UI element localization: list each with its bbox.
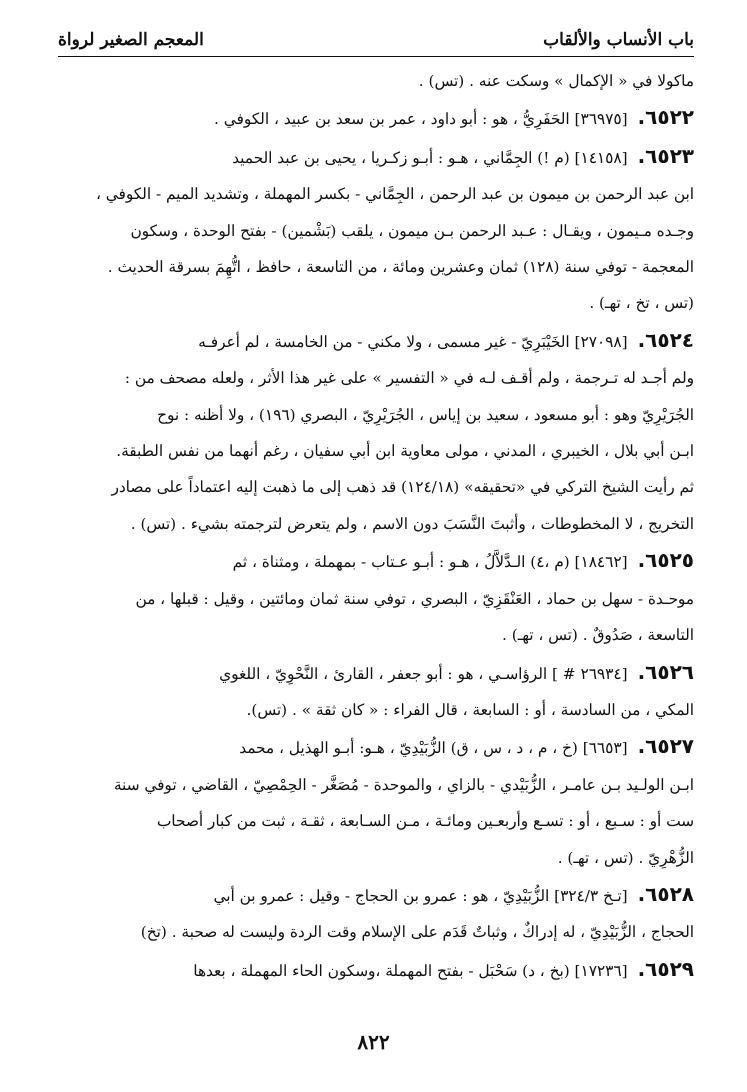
text-line [58, 469, 694, 505]
running-header [58, 26, 694, 50]
text-line [58, 728, 694, 766]
text-line [58, 506, 694, 542]
line-text: المعجمة - توفي سنة (١٢٨) ثمان وعشرين ومائة ، من التاسعة ، حافظ ، اتُّهِمَ بسرقة الحديث . [107, 258, 694, 277]
line-text: [تـخ ٣٢٤/٣] الزُّبَيْدِيّ ، هو : عمرو بن الحجاج - وقيل : عمرو بن أبي [213, 886, 628, 905]
entry-number: ٦٥٢٢. [637, 105, 694, 130]
line-text: [١٧٢٣٦] (بخ ، د) سَحْبَل - بفتح المهملة ،وسكون الحاء المهملة ، بعدها [193, 961, 628, 980]
line-text: موحـدة - سهل بن حماد ، العَنْقَزِيّ ، البصري ، توفي سنة ثمان ومائتين ، وقيل : قبلها ، من [135, 589, 694, 608]
text-line [58, 138, 694, 176]
text-line [58, 249, 694, 285]
text-line [58, 692, 694, 728]
page-number: ٨٢٢ [357, 1030, 390, 1054]
line-text: وجـده مـيمون ، ويقـال : عـبد الرحمن بـن ميمون ، يلقب (بَشْمين) - بفتح الوحدة ، وسكون [130, 221, 694, 240]
text-line [58, 542, 694, 580]
book-title: المعجم الصغير لرواة [58, 30, 204, 50]
entry-number: ٦٥٢٤. [637, 327, 694, 352]
text-line [58, 581, 694, 617]
text-body [58, 63, 694, 989]
line-text: ابـن أبي بلال ، الخيبري ، المدني ، مولى معاوية ابن أبي سفيان ، رغم أنهما من نفس الطبقة. [116, 442, 694, 461]
text-line [58, 803, 694, 839]
text-line [58, 397, 694, 433]
line-text: [٦٦٥٣] (خ ، م ، د ، س ، ق) الزُّبَيْدِيّ ، هـو: أبـو الهذيل ، محمد [239, 739, 628, 758]
line-text: [٢٦٩٣٤ # ] الرؤاسـي ، هو : أبو جعفر ، القارئ ، النَّحْوِيّ ، اللغوي [219, 664, 628, 683]
header-rule [58, 56, 694, 57]
text-line [58, 914, 694, 950]
line-text: الحجاج ، الزُّبَيْدِيّ ، له إدراكٌ ، وثباتٌ قَدَم على الإسلام وقت الردة وليست له صحبة . (تخ) [140, 923, 694, 942]
text-line [58, 285, 694, 321]
line-text: (تس ، تخ ، تهـ) . [589, 294, 694, 313]
entry-number: ٦٥٢٨. [637, 881, 694, 906]
entry-number: ٦٥٢٥. [637, 548, 694, 573]
text-line [58, 767, 694, 803]
text-line [58, 617, 694, 653]
line-text: ست أو : سـبع ، أو : تسـع وأربعـين ومائـة ، مـن السـابعة ، ثقـة ، ثبت من كبار أصحاب [156, 812, 694, 831]
line-text: [٢٧٠٩٨] الخَيْبَرِيّ - غير مسمى ، ولا مكني - من الخامسة ، لم أعرفـه [198, 332, 628, 351]
line-text: التخريج ، لا المخطوطات ، وأثبتَ النَّسَبَ دون الاسم ، ولم يتعرض لترجمته بشيء . (تس) . [130, 514, 694, 533]
text-line [58, 176, 694, 212]
text-line [58, 654, 694, 692]
line-text: [١٤١٥٨] (م !) الجِمَّاني ، هـو : أبـو زكـريا ، يحيى بن عبد الحميد [232, 148, 628, 167]
line-text: المكي ، من السادسة ، أو : السابعة ، قال الفراء : « كان ثقة » . (تس). [246, 700, 694, 719]
text-line [58, 840, 694, 876]
text-line [58, 322, 694, 360]
text-line [58, 213, 694, 249]
text-line [58, 876, 694, 914]
text-line [58, 433, 694, 469]
line-text: ثم رأيت الشيخ التركي في «تحقيقه» (١٢٤/١٨) قد ذهب إلى ما ذهبت إليه اعتماداً على مصادر [111, 478, 694, 497]
line-text: الجُرَيْرِيّ وهو : أبو مسعود ، سعيد بن إياس ، الجُرَيْرِيّ ، البصري (١٩٦) ، ولا أظنه : نوح [157, 405, 694, 424]
line-text: ابـن الولـيد بـن عامـر ، الزُّبَيْدي - بالزاي ، والموحدة - مُصَغَّر - الحِمْصِيّ ، القاضي ، توفي سنة [113, 775, 694, 794]
document-page [58, 26, 694, 989]
line-text: ولم أجـد له تـرجمة ، ولم أقـف لـه في « التفسير » على غير هذا الأثر ، ولعله مصحف من : [124, 369, 694, 388]
line-text: الزُّهْرِيّ . (تس ، تهـ) . [557, 848, 694, 867]
line-text: ابن عبد الرحمن بن ميمون بن عبد الرحمن ، الجِمَّاني - بكسر المهملة ، وتشديد الميم - الكوفي ، [95, 185, 694, 204]
line-text: التاسعة ، صَدُوقٌ . (تس ، تهـ) . [502, 626, 694, 645]
text-line [58, 360, 694, 396]
chapter-title: باب الأنساب والألقاب [543, 30, 694, 50]
text-line [58, 99, 694, 137]
entry-number: ٦٥٢٦. [637, 659, 694, 684]
line-text: [١٨٤٦٢] (م ،٤) الـدَّلاَّلُ ، هـو : أبـو عـتاب - بمهملة ، ومثناة ، ثم [232, 553, 628, 572]
line-text: ماكولا في « الإكمال » وسكت عنه . (تس) . [418, 72, 694, 90]
entry-number: ٦٥٢٧. [637, 734, 694, 759]
entry-number: ٦٥٢٣. [637, 143, 694, 168]
entry-number: ٦٥٢٩. [637, 956, 694, 981]
line-text: [٣٦٩٧٥] الحَفَرِيُّ ، هو : أبو داود ، عمر بن سعد بن عبيد ، الكوفي . [214, 110, 628, 129]
text-line [58, 951, 694, 989]
text-line [58, 63, 694, 99]
